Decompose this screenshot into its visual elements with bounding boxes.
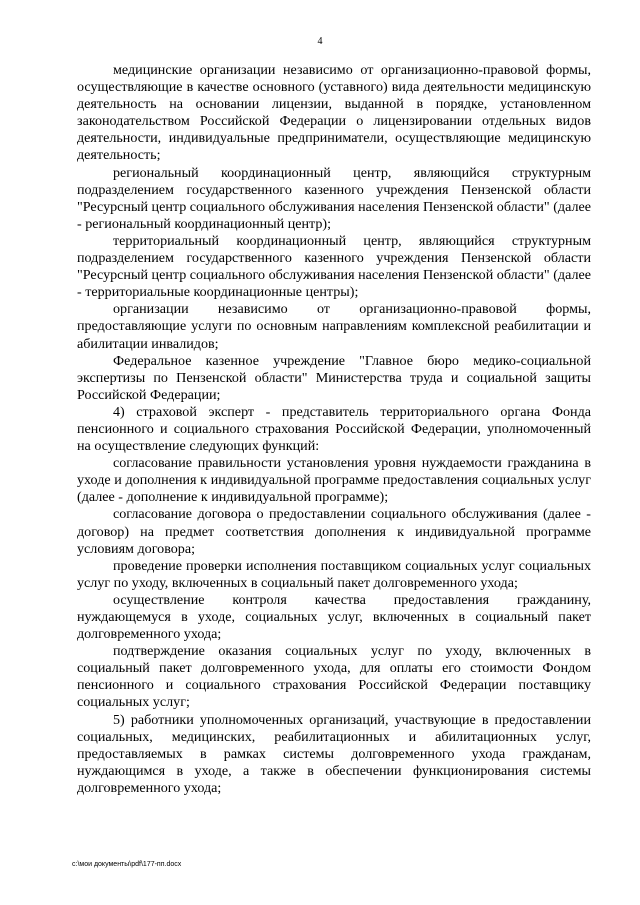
paragraph: подтверждение оказания социальных услуг по уходу, включенных в социальный пакет долговременного ухода, для оплаты его стоимости Фондом пенсионного и социального страхования Российской Федерации поставщику социальных услуг; [77,643,591,711]
paragraph: организации независимо от организационно-правовой формы, предоставляющие услуги по основным направлениям комплексной реабилитации и абилитации инвалидов; [77,301,591,352]
paragraph: согласование договора о предоставлении социального обслуживания (далее - договор) на предмет соответствия дополнения к индивидуальной программе условиям договора; [77,506,591,557]
paragraph: 4) страховой эксперт - представитель территориального органа Фонда пенсионного и социального страхования Российской Федерации, уполномоченный на осуществление следующих функций: [77,403,591,455]
paragraph: Федеральное казенное учреждение "Главное бюро медико-социальной экспертизы по Пензенской области" Министерства труда и социальной защиты Российской Федерации; [77,352,591,403]
footer-file-path: c:\мои документы\pdf\177-пп.docx [72,861,182,868]
page-number: 4 [317,36,323,47]
paragraph: осуществление контроля качества предоставления гражданину, нуждающемуся в уходе, социальных услуг, включенных в социальный пакет долговременного ухода; [77,591,591,643]
paragraph: проведение проверки исполнения поставщиком социальных услуг социальных услуг по уходу, включенных в социальный пакет долговременного ухода; [77,557,591,591]
paragraph: согласование правильности установления уровня нуждаемости гражданина в уходе и дополнения к индивидуальной программе предоставления социальных услуг (далее - дополнение к индивидуальной программе); [77,455,591,506]
document-body [77,62,591,797]
paragraph: медицинские организации независимо от организационно-правовой формы, осуществляющие в качестве основного (уставного) вида деятельности медицинскую деятельность на основании лицензии, выданной в порядке, установленном законодательством Российской Федерации о лицензировании отдельных видов деятельности, индивидуальные предприниматели, осуществляющие медицинскую деятельность; [77,62,591,164]
paragraph: территориальный координационный центр, являющийся структурным подразделением государственного казенного учреждения Пензенской области "Ресурсный центр социального обслуживания населения Пензенской области" (далее - территориальные координационные центры); [77,232,591,301]
paragraph: региональный координационный центр, являющийся структурным подразделением государственного казенного учреждения Пензенской области "Ресурсный центр социального обслуживания населения Пензенской области" (далее - региональный координационный центр); [77,164,591,232]
paragraph: 5) работники уполномоченных организаций, участвующие в предоставлении социальных, медицинских, реабилитационных и абилитационных услуг, предоставляемых в рамках системы долговременного ухода гражданам, нуждающимся в уходе, а также в обеспечении функционирования системы долговременного ухода; [77,711,591,796]
